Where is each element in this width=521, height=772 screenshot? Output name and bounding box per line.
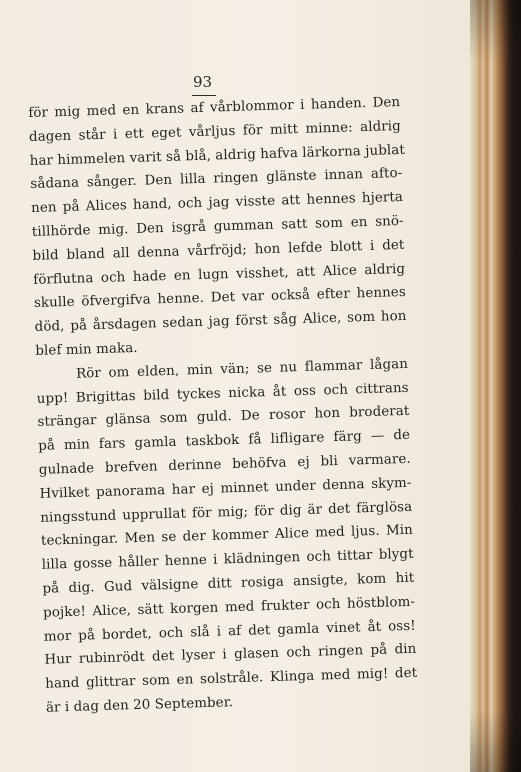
text-line: Hvilket panorama har ej minnet under denna skym- [39, 475, 412, 502]
text-line: strängar glänsa som guld. De rosor hon broderat [37, 404, 410, 431]
text-line: teckningar. Men se der kommer Alice med ljus. Min [40, 523, 414, 550]
text-line: Hur rubinrödt det lyser i glasen och ringen på din [44, 642, 417, 669]
text-line: på min fars gamla taskbok få lifligare färg — de [38, 427, 411, 455]
text-line: på dig. Gud välsigne ditt rosiga ansigte, kom hit [42, 570, 415, 597]
text-line: har himmelen varit så blå, aldrig hafva lärkorna jublat [29, 142, 406, 169]
page-text [28, 91, 418, 720]
text-line: ningsstund upprullat för mig; för dig är det färglösa [40, 499, 413, 526]
spine-shadow [470, 0, 521, 772]
text-line: Rör om elden, min vän; se nu flammar lågan [75, 356, 409, 382]
text-line: pojke! Alice, sätt korgen med frukter och höstblom- [42, 594, 416, 621]
text-line: hand glittrar som en solstråle. Klinga med mig! det [45, 665, 418, 692]
text-line: är i dag den 20 September. [45, 695, 234, 716]
text-line: mor på bordet, och slå i af det gamla vinet åt oss! [43, 618, 416, 645]
text-line: lilla gosse håller henne i klädningen och tittar blygt [41, 546, 414, 573]
text-line: förflutna och hade en lugn visshet, att Alice aldrig [33, 261, 406, 288]
text-line: dagen står i ett eget vårljus för mitt minne: aldrig [28, 118, 402, 145]
text-line: blef min maka. [35, 340, 138, 359]
text-line: tillhörde mig. Den isgrå gumman satt som en snö- [31, 213, 404, 240]
text-line: gulnade brefven derinne behöfva ej bli varmare. [38, 451, 411, 478]
text-line: skulle öfvergifva henne. Det var också efter hennes [33, 285, 407, 312]
text-line: bild bland all denna vårfröjd; hon lefde blott i det [32, 237, 405, 264]
text-line: upp! Brigittas bild tyckes nicka åt oss och cittrans [36, 380, 409, 407]
page-number: 93 [193, 73, 213, 91]
text-line: död, på årsdagen sedan jag först såg Alice, som hon [34, 309, 407, 336]
text-line: sådana sånger. Den lilla ringen glänste innan afto- [30, 166, 403, 193]
text-line: nen på Alices hand, och jag visste att hennes hjerta [30, 190, 404, 217]
text-line: för mig med en krans af vårblommor i handen. Den [28, 94, 401, 121]
